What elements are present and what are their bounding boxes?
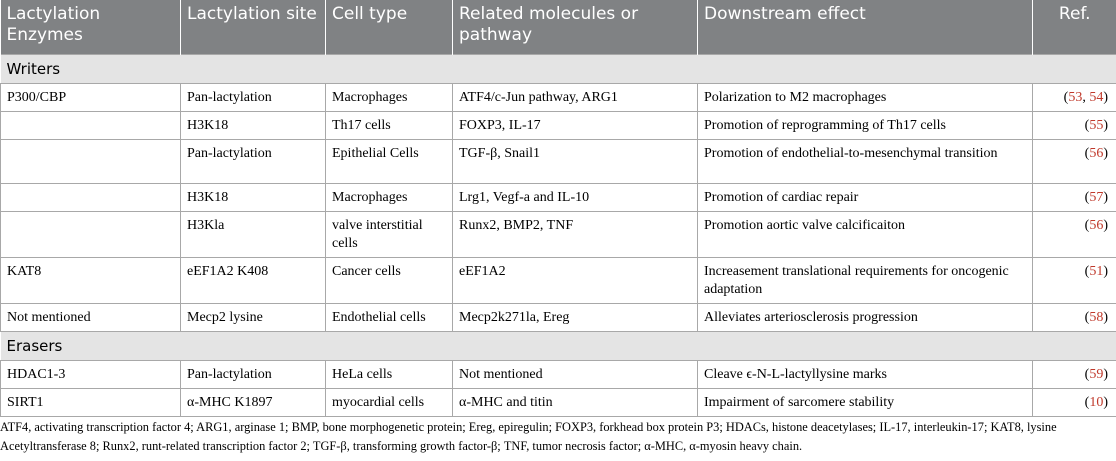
ref-cell: (56) bbox=[1033, 139, 1116, 183]
table-row bbox=[1, 83, 1116, 111]
ref-cell: (59) bbox=[1033, 360, 1116, 388]
ref-link[interactable]: 53 bbox=[1068, 89, 1083, 105]
ref-link[interactable]: 58 bbox=[1089, 309, 1104, 325]
ref-cell: (53, 54) bbox=[1033, 83, 1116, 111]
section-row-writers bbox=[1, 54, 1116, 83]
header-cell-type: Cell type bbox=[326, 0, 453, 54]
ref-cell: (57) bbox=[1033, 183, 1116, 211]
site-cell: α-MHC K1897 bbox=[181, 388, 326, 416]
site-cell: Pan-lactylation bbox=[181, 360, 326, 388]
molecules-cell: Not mentioned bbox=[453, 360, 698, 388]
molecules-cell: eEF1A2 bbox=[453, 257, 698, 303]
header-molecules: Related molecules or pathway bbox=[453, 0, 698, 54]
effect-cell: Promotion of reprogramming of Th17 cells bbox=[698, 111, 1033, 139]
enzyme-cell bbox=[1, 211, 181, 257]
table-row bbox=[1, 257, 1116, 303]
cell-type-cell: HeLa cells bbox=[326, 360, 453, 388]
molecules-cell: TGF-β, Snail1 bbox=[453, 139, 698, 183]
effect-cell: Increasement translational requirements for oncogenic adaptation bbox=[698, 257, 1033, 303]
table-row bbox=[1, 388, 1116, 416]
molecules-cell: Lrg1, Vegf-a and IL-10 bbox=[453, 183, 698, 211]
effect-cell: Polarization to M2 macrophages bbox=[698, 83, 1033, 111]
site-cell: Mecp2 lysine bbox=[181, 303, 326, 331]
ref-link[interactable]: 10 bbox=[1089, 394, 1104, 410]
site-cell: H3K18 bbox=[181, 183, 326, 211]
ref-cell: (56) bbox=[1033, 211, 1116, 257]
site-cell: eEF1A2 K408 bbox=[181, 257, 326, 303]
ref-link[interactable]: 54 bbox=[1089, 89, 1104, 105]
effect-cell: Cleave ϵ-N-L-lactyllysine marks bbox=[698, 360, 1033, 388]
ref-cell: (58) bbox=[1033, 303, 1116, 331]
table-row bbox=[1, 139, 1116, 183]
site-cell: H3K18 bbox=[181, 111, 326, 139]
cell-type-cell: Cancer cells bbox=[326, 257, 453, 303]
ref-link[interactable]: 55 bbox=[1089, 117, 1104, 133]
enzyme-cell: SIRT1 bbox=[1, 388, 181, 416]
ref-link[interactable]: 59 bbox=[1089, 366, 1104, 382]
effect-cell: Promotion aortic valve calcificaiton bbox=[698, 211, 1033, 257]
cell-type-cell: Macrophages bbox=[326, 83, 453, 111]
molecules-cell: Runx2, BMP2, TNF bbox=[453, 211, 698, 257]
ref-cell: (10) bbox=[1033, 388, 1116, 416]
molecules-cell: ATF4/c-Jun pathway, ARG1 bbox=[453, 83, 698, 111]
section-row-erasers bbox=[1, 331, 1116, 360]
table-row bbox=[1, 111, 1116, 139]
table-row bbox=[1, 211, 1116, 257]
effect-cell: Impairment of sarcomere stability bbox=[698, 388, 1033, 416]
enzyme-cell: HDAC1-3 bbox=[1, 360, 181, 388]
ref-link[interactable]: 51 bbox=[1089, 263, 1104, 279]
table-row bbox=[1, 303, 1116, 331]
cell-type-cell: valve interstitial cells bbox=[326, 211, 453, 257]
cell-type-cell: myocardial cells bbox=[326, 388, 453, 416]
table-row bbox=[1, 360, 1116, 388]
table-row bbox=[1, 183, 1116, 211]
effect-cell: Promotion of endothelial-to-mesenchymal transition bbox=[698, 139, 1033, 183]
ref-link[interactable]: 56 bbox=[1089, 217, 1104, 233]
enzyme-cell bbox=[1, 183, 181, 211]
header-effect: Downstream effect bbox=[698, 0, 1033, 54]
ref-cell: (55) bbox=[1033, 111, 1116, 139]
molecules-cell: Mecp2k271la, Ereg bbox=[453, 303, 698, 331]
site-cell: H3Kla bbox=[181, 211, 326, 257]
header-site: Lactylation site bbox=[181, 0, 326, 54]
section-title: Writers bbox=[1, 54, 1116, 83]
site-cell: Pan-lactylation bbox=[181, 139, 326, 183]
cell-type-cell: Macrophages bbox=[326, 183, 453, 211]
ref-link[interactable]: 57 bbox=[1089, 189, 1104, 205]
enzyme-cell bbox=[1, 139, 181, 183]
table-header-row bbox=[1, 0, 1116, 54]
ref-cell: (51) bbox=[1033, 257, 1116, 303]
molecules-cell: FOXP3, IL-17 bbox=[453, 111, 698, 139]
effect-cell: Promotion of cardiac repair bbox=[698, 183, 1033, 211]
enzyme-cell: P300/CBP bbox=[1, 83, 181, 111]
table-body bbox=[1, 54, 1116, 416]
cell-type-cell: Epithelial Cells bbox=[326, 139, 453, 183]
enzyme-cell bbox=[1, 111, 181, 139]
molecules-cell: α-MHC and titin bbox=[453, 388, 698, 416]
table-footnote: ATF4, activating transcription factor 4; ARG1, arginase 1; BMP, bone morphogenetic protein; Ereg, epiregulin; FOXP3, forkhead box protein P3; HDACs, histone deacetylases; IL-17, interleukin-17; KAT8, lysine Acetyltransferase 8; Runx2, runt-related transcription factor 2; TGF-β, transforming growth factor-β; TNF, tumor necrosis factor; α-MHC, α-myosin heavy chain. bbox=[0, 420, 1057, 453]
cell-type-cell: Th17 cells bbox=[326, 111, 453, 139]
site-cell: Pan-lactylation bbox=[181, 83, 326, 111]
effect-cell: Alleviates arteriosclerosis progression bbox=[698, 303, 1033, 331]
header-enzymes: Lactylation Enzymes bbox=[1, 0, 181, 54]
header-ref: Ref. bbox=[1033, 0, 1116, 54]
enzyme-cell: KAT8 bbox=[1, 257, 181, 303]
cell-type-cell: Endothelial cells bbox=[326, 303, 453, 331]
enzyme-cell: Not mentioned bbox=[1, 303, 181, 331]
ref-link[interactable]: 56 bbox=[1089, 145, 1104, 161]
section-title: Erasers bbox=[1, 331, 1116, 360]
